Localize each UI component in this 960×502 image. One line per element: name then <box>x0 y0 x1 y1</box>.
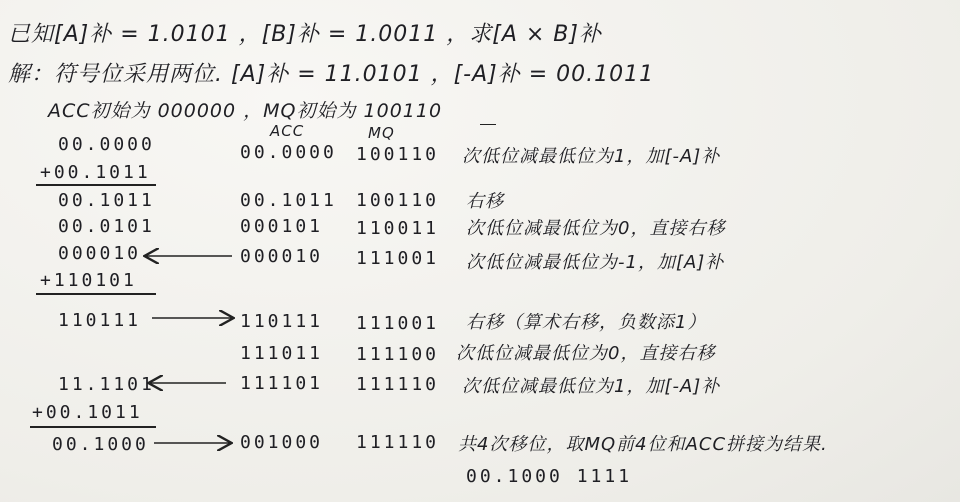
note-5: 右移（算术右移，负数添1） <box>466 312 707 333</box>
note-8: 共4次移位，取MQ前4位和ACC拼接为结果. <box>458 434 828 455</box>
left-step-7: 110111 <box>58 310 142 331</box>
mq-row-5: 111001 <box>356 313 440 334</box>
problem-statement: 已知[A]补 = 1.0101 ，[B]补 = 1.0011 ，求[A × B]补 <box>8 22 602 47</box>
mq-digit-underline <box>480 124 496 125</box>
left-step-9: +00.1011 <box>32 402 143 423</box>
left-step-2: +00.1011 <box>40 162 151 183</box>
mq-row-4: 111001 <box>356 248 440 269</box>
note-1: 次低位减最低位为1，加[-A]补 <box>462 146 721 167</box>
sum-rule-1 <box>36 184 156 186</box>
left-step-4: 00.0101 <box>58 216 155 237</box>
note-6: 次低位减最低位为0，直接右移 <box>456 343 716 364</box>
acc-row-7: 111101 <box>240 373 324 394</box>
left-step-5: 000010 <box>58 243 142 264</box>
left-step-1: 00.0000 <box>58 134 155 155</box>
acc-row-1: 00.0000 <box>240 142 337 163</box>
mq-row-2: 100110 <box>356 190 440 211</box>
left-step-3: 00.1011 <box>58 190 155 211</box>
note-7: 次低位减最低位为1，加[-A]补 <box>462 376 721 397</box>
acc-row-6: 111011 <box>240 343 324 364</box>
initial-values: ACC初始为 000000 ，MQ初始为 100110 <box>48 100 443 122</box>
note-3: 次低位减最低位为0，直接右移 <box>466 218 726 239</box>
left-step-8: 11.1101 <box>58 374 155 395</box>
sum-rule-2 <box>36 293 156 295</box>
mq-row-1: 100110 <box>356 144 440 165</box>
sum-rule-3 <box>30 426 156 428</box>
acc-row-4: 000010 <box>240 246 324 267</box>
solution-intro: 解：符号位采用两位. [A]补 = 11.0101 ，[-A]补 = 00.1011 <box>8 62 655 87</box>
mq-row-3: 110011 <box>356 218 440 239</box>
note-2: 右移 <box>466 191 504 212</box>
final-result: 00.1000 1111 <box>466 466 633 487</box>
mq-row-7: 111110 <box>356 374 440 395</box>
left-step-10: 00.1000 <box>52 434 149 455</box>
left-step-6: +110101 <box>40 270 137 291</box>
acc-row-5: 110111 <box>240 311 324 332</box>
mq-row-6: 111100 <box>356 344 440 365</box>
note-4: 次低位减最低位为-1，加[A]补 <box>466 252 725 273</box>
mq-column-label: MQ <box>368 124 395 142</box>
acc-column-label: ACC <box>270 122 305 140</box>
mq-row-8: 111110 <box>356 432 440 453</box>
acc-row-3: 000101 <box>240 216 324 237</box>
acc-row-8: 001000 <box>240 432 324 453</box>
acc-row-2: 00.1011 <box>240 190 337 211</box>
